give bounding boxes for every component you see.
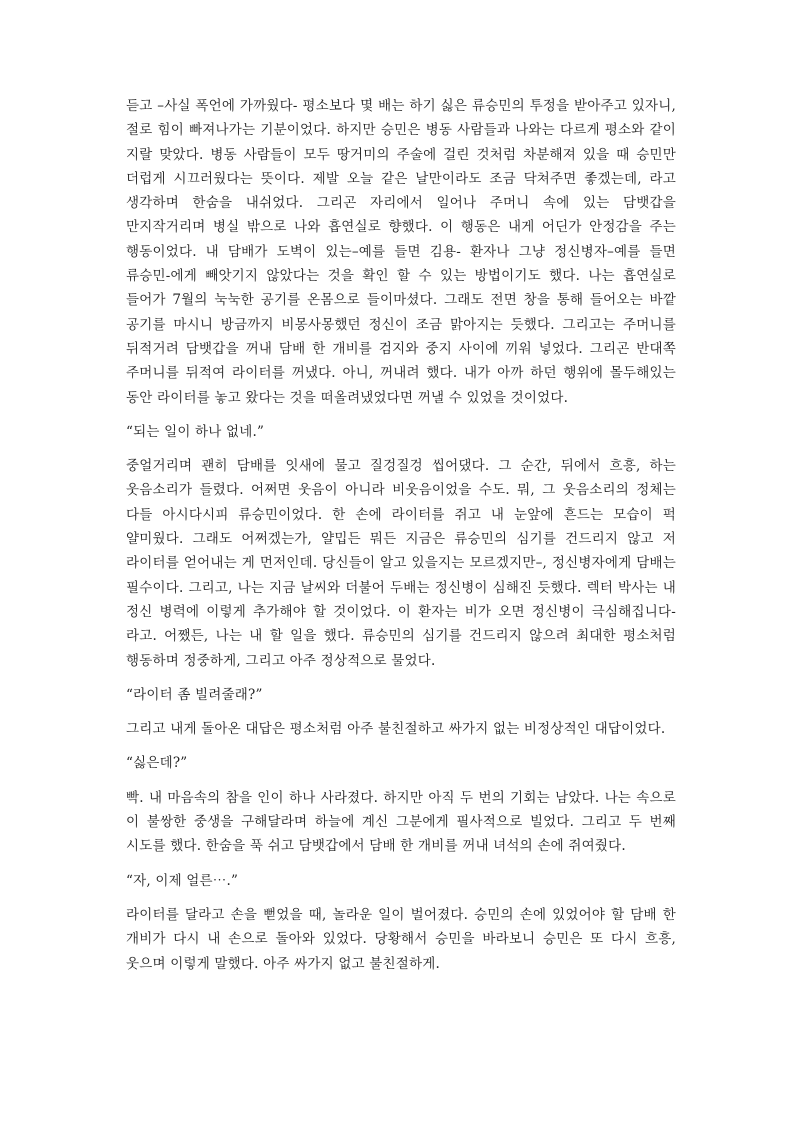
paragraph: 빡. 내 마음속의 참을 인이 하나 사라졌다. 하지만 아직 두 번의 기회는 남았다. 나는 속으로 이 불쌍한 중생을 구해달라며 하늘에 계신 그분에게 필사적으로 빌었다. 그리고 두 번째 시도를 했다. 한숨을 푹 쉬고 담뱃갑에서 담배 한 개비를 꺼내 녀석의 손에 쥐여줬다. [126,789,676,855]
paragraph: 듣고 –사실 폭언에 가까웠다- 평소보다 몇 배는 하기 싫은 류승민의 투정을 받아주고 있자니, 절로 힘이 빠져나가는 기분이었다. 하지만 승민은 병동 사람들과 나와는 다르게 평소와 같이 지랄 맞았다. 병동 사람들이 모두 땅거미의 주술에 걸린 것처럼 차분해져 있을 때 승민만 더럽게 시끄러웠다는 뜻이다. 제발 오늘 같은 날만이라도 조금 닥쳐주면 좋겠는데, 라고 생각하며 한숨을 내쉬었다. 그리곤 자리에서 일어나 주머니 속에 있는 담뱃갑을 만지작거리며 병실 밖으로 나와 흡연실로 향했다. 이 행동은 내게 어딘가 안정감을 주는 행동이었다. 내 담배가 도벽이 있는–예를 들면 김용- 환자나 그냥 정신병자–예를 들면 류승민-에게 빼앗기지 않았다는 것을 확인 할 수 있는 방법이기도 했다. 나는 흡연실로 들어가 7월의 눅눅한 공기를 온몸으로 들이마셨다. 그래도 전면 창을 통해 들어오는 바깥 공기를 마시니 방금까지 비몽사몽했던 정신이 조금 맑아지는 듯했다. 그리고는 주머니를 뒤적거려 담뱃갑을 꺼내 담배 한 개비를 검지와 중지 사이에 끼워 넣었다. 그리곤 반대쪽 주머니를 뒤적여 라이터를 꺼냈다. 아니, 꺼내려 했다. 내가 아까 하던 행위에 몰두해있는 동안 라이터를 놓고 왔다는 것을 떠올려냈었다면 꺼낼 수 있었을 것이었다. [126,98,676,406]
paragraph: 라이터를 달라고 손을 뻗었을 때, 놀라운 일이 벌어졌다. 승민의 손에 있었어야 할 담배 한 개비가 다시 내 손으로 돌아와 있었다. 당황해서 승민을 바라보니 승민은 또 다시 흐흥, 웃으며 이렇게 말했다. 아주 싸가지 없고 불친절하게. [126,906,676,972]
paragraph: 중얼거리며 괜히 담배를 잇새에 물고 질겅질겅 씹어댔다. 그 순간, 뒤에서 흐흥, 하는 웃음소리가 들렸다. 어쩌면 웃음이 아니라 비웃음이었을 수도. 뭐, 그 웃음소리의 정체는 다들 아시다시피 류승민이었다. 한 손에 라이터를 쥐고 내 눈앞에 흔드는 모습이 퍽 얄미웠다. 그래도 어쩌겠는가, 얄밉든 뭐든 지금은 류승민의 심기를 건드리지 않고 저 라이터를 얻어내는 게 먼저인데. 당신들이 알고 있을지는 모르겠지만–, 정신병자에게 담배는 필수이다. 그리고, 나는 지금 날씨와 더불어 두배는 정신병이 심해진 듯했다. 렉터 박사는 내 정신 병력에 이렇게 추가해야 할 것이었다. 이 환자는 비가 오면 정신병이 극심해집니다- 라고. 어쨌든, 나는 내 할 일을 했다. 류승민의 심기를 건드리지 않으려 최대한 평소처럼 행동하며 정중하게, 그리고 아주 정상적으로 물었다. [126,458,676,669]
dialogue-line: “자, 이제 얼른⋯.” [126,872,239,889]
dialogue-line: “싫은데?” [126,755,188,772]
paragraph: 그리고 내게 돌아온 대답은 평소처럼 아주 불친절하고 싸가지 없는 비정상적인 대답이었다. [126,721,666,738]
dialogue-line: “되는 일이 하나 없네.” [126,423,265,440]
dialogue-line: “라이터 좀 빌려줄래?” [126,686,263,703]
document-page [126,94,676,986]
